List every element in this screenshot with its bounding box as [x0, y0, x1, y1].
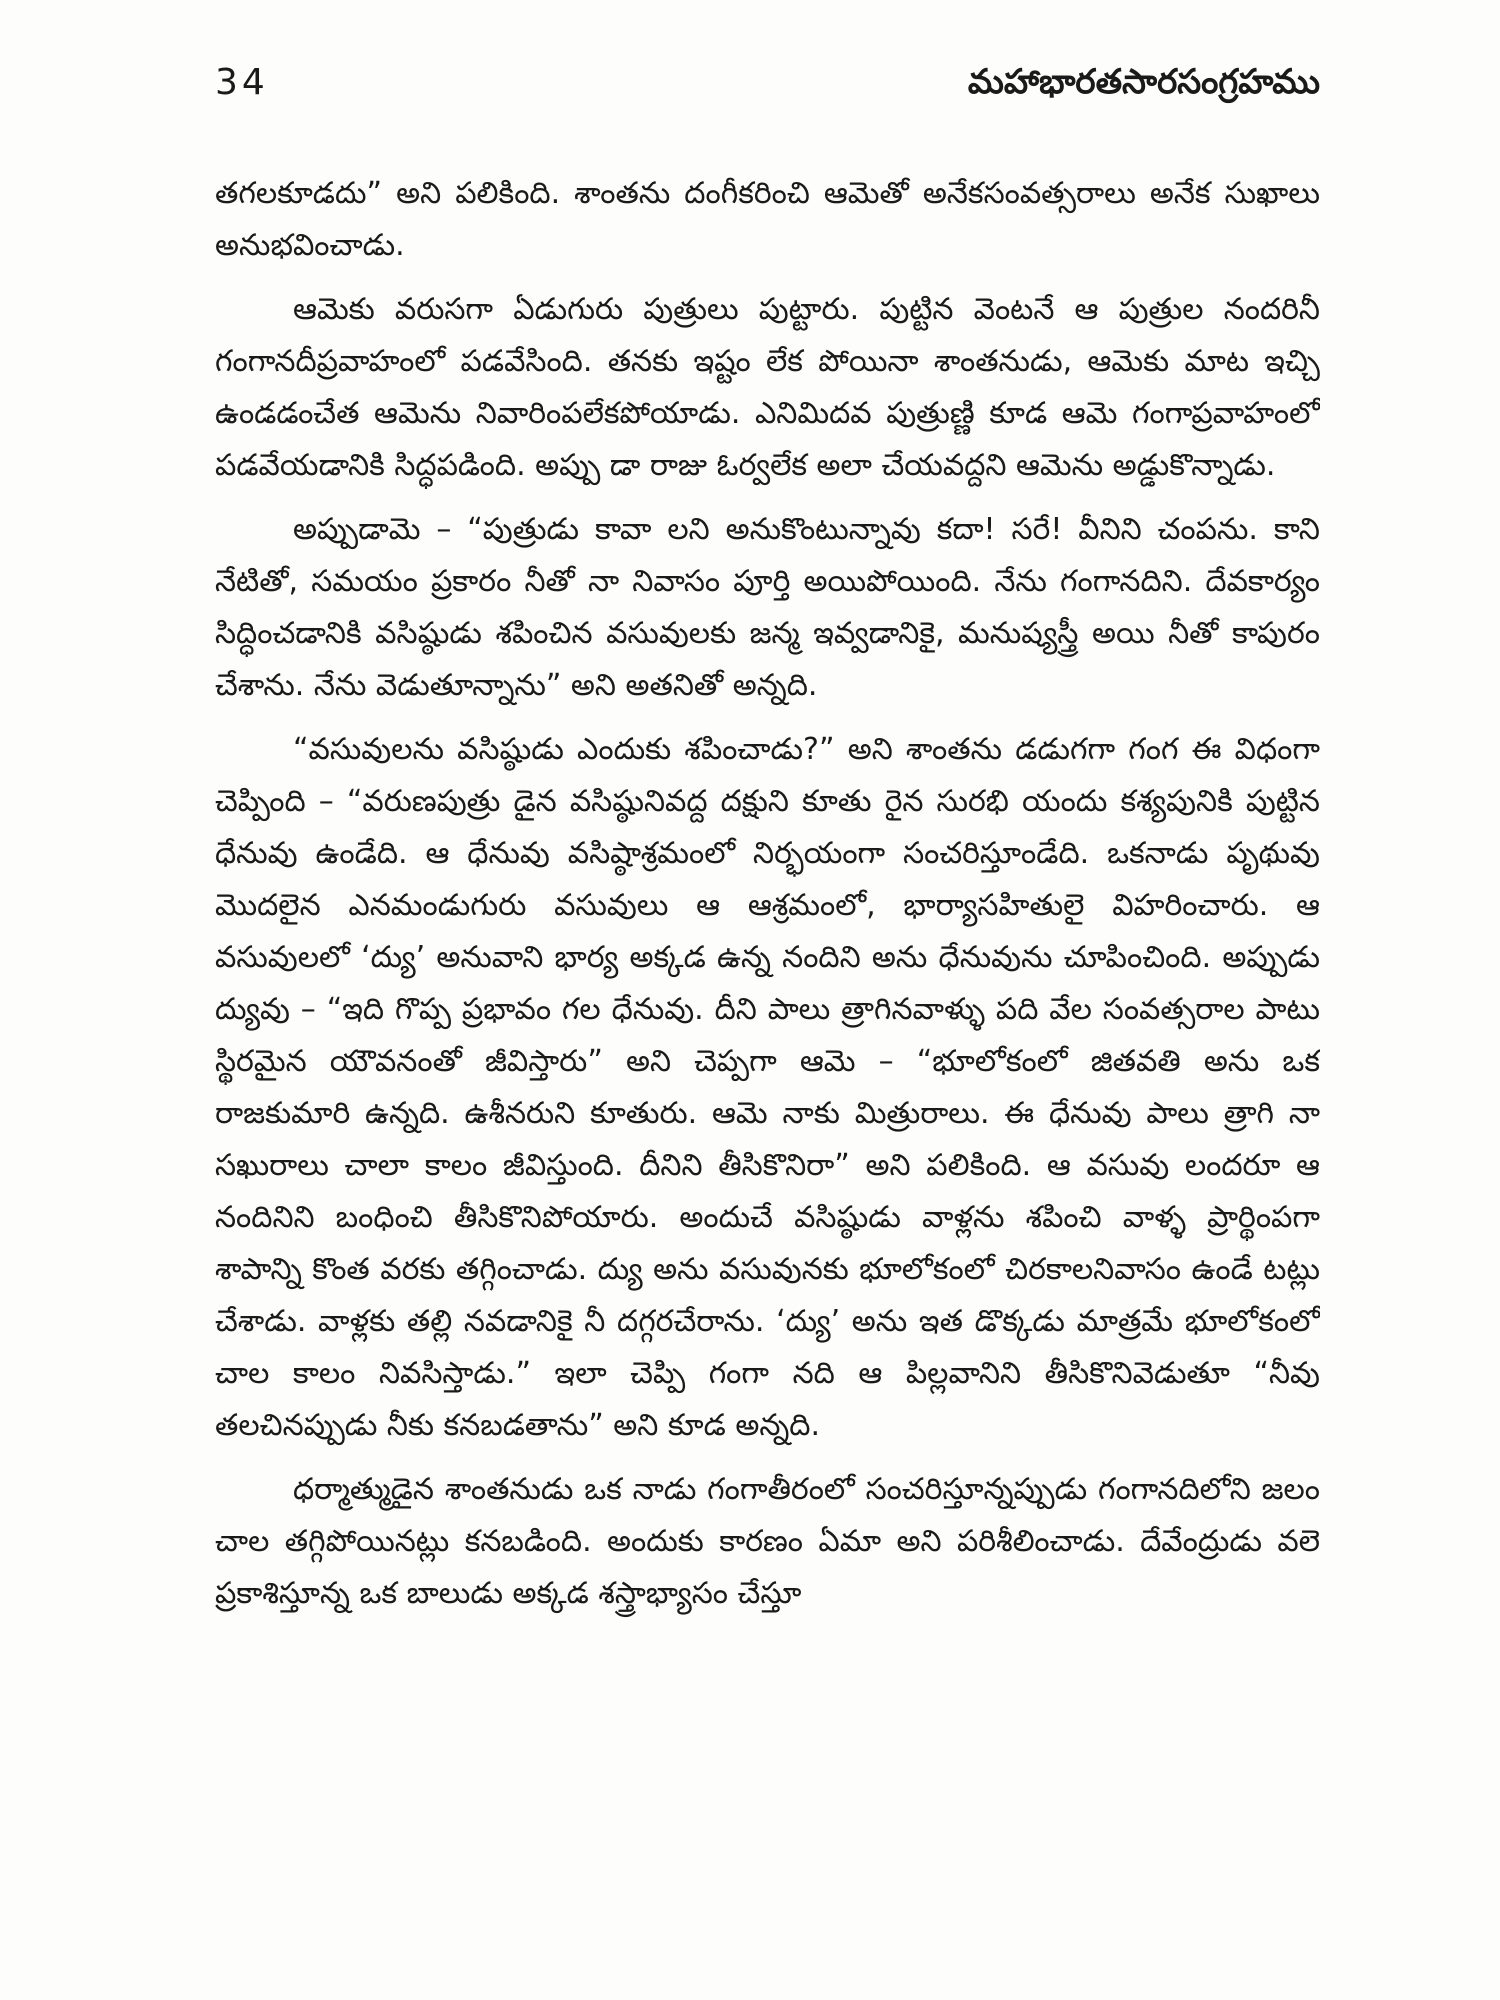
- body-text: [215, 168, 1320, 1968]
- page-number: 34: [215, 62, 269, 103]
- paragraph: “వసువులను వసిష్ఠుడు ఎందుకు శపించాడు?” అని శాంతను డడుగగా గంగ ఈ విధంగా చెప్పింది – “వరుణపుత్రు డైన వసిష్ఠునివద్ద దక్షుని కూతు రైన సురభి యందు కశ్యపునికి పుట్టిన ధేనువు ఉండేది. ఆ ధేనువు వసిష్ఠాశ్రమంలో నిర్భయంగా సంచరిస్తూండేది. ఒకనాడు పృథువు మొదలైన ఎనమండుగురు వసువులు ఆ ఆశ్రమంలో, భార్యాసహితులై విహరించారు. ఆ వసువులలో ‘ద్యు’ అనువాని భార్య అక్కడ ఉన్న నందిని అను ధేనువును చూపించింది. అప్పుడు ద్యువు – “ఇది గొప్ప ప్రభావం గల ధేనువు. దీని పాలు త్రాగినవాళ్ళు పది వేల సంవత్సరాల పాటు స్థిరమైన యౌవనంతో జీవిస్తారు” అని చెప్పగా ఆమె – “భూలోకంలో జితవతి అను ఒక రాజకుమారి ఉన్నది. ఉశీనరుని కూతురు. ఆమె నాకు మిత్రురాలు. ఈ ధేనువు పాలు త్రాగి నా సఖురాలు చాలా కాలం జీవిస్తుంది. దీనిని తీసికొనిరా” అని పలికింది. ఆ వసువు లందరూ ఆ నందినిని బంధించి తీసికొనిపోయారు. అందుచే వసిష్ఠుడు వాళ్లను శపించి వాళ్ళ ప్రార్థింపగా శాపాన్ని కొంత వరకు తగ్గించాడు. ద్యు అను వసువునకు భూలోకంలో చిరకాలనివాసం ఉండే టట్లు చేశాడు. వాళ్లకు తల్లి నవడానికై నీ దగ్గరచేరాను. ‘ద్యు’ అను ఇత డొక్కడు మాత్రమే భూలోకంలో చాల కాలం నివసిస్తాడు.” ఇలా చెప్పి గంగా నది ఆ పిల్లవానిని తీసికొనివెడుతూ “నీవు తలచినప్పుడు నీకు కనబడతాను” అని కూడ అన్నది.: [215, 732, 1320, 1443]
- running-title: మహాభారతసారసంగ్రహము: [967, 62, 1320, 102]
- paragraph: తగలకూడదు” అని పలికింది. శాంతను దంగీకరించి ఆమెతో అనేకసంవత్సరాలు అనేక సుఖాలు అనుభవించాడు.: [215, 176, 1320, 263]
- page-header: [215, 62, 1320, 112]
- paragraph: ఆమెకు వరుసగా ఏడుగురు పుత్రులు పుట్టారు. పుట్టిన వెంటనే ఆ పుత్రుల నందరినీ గంగానదీప్రవాహంలో పడవేసింది. తనకు ఇష్టం లేక పోయినా శాంతనుడు, ఆమెకు మాట ఇచ్చి ఉండడంచేత ఆమెను నివారింపలేకపోయాడు. ఎనిమిదవ పుత్రుణ్ణి కూడ ఆమె గంగాప్రవాహంలో పడవేయడానికి సిద్ధపడింది. అప్పు డా రాజు ఓర్వలేక అలా చేయవద్దని ఆమెను అడ్డుకొన్నాడు.: [215, 292, 1320, 483]
- paragraph: ధర్మాత్ముడైన శాంతనుడు ఒక నాడు గంగాతీరంలో సంచరిస్తూన్నప్పుడు గంగానదిలోని జలం చాల తగ్గిపోయినట్లు కనబడింది. అందుకు కారణం ఏమా అని పరిశీలించాడు. దేవేంద్రుడు వలె ప్రకాశిస్తూన్న ఒక బాలుడు అక్కడ శస్త్రాభ్యాసం చేస్తూ: [215, 1472, 1320, 1611]
- paragraph: అప్పుడామె – “పుత్రుడు కావా లని అనుకొంటున్నావు కదా! సరే! వీనిని చంపను. కాని నేటితో, సమయం ప్రకారం నీతో నా నివాసం పూర్తి అయిపోయింది. నేను గంగానదిని. దేవకార్యం సిద్ధించడానికి వసిష్ఠుడు శపించిన వసువులకు జన్మ ఇవ్వడానికై, మనుష్యస్త్రీ అయి నీతో కాపురం చేశాను. నేను వెడుతూన్నాను” అని అతనితో అన్నది.: [215, 512, 1320, 703]
